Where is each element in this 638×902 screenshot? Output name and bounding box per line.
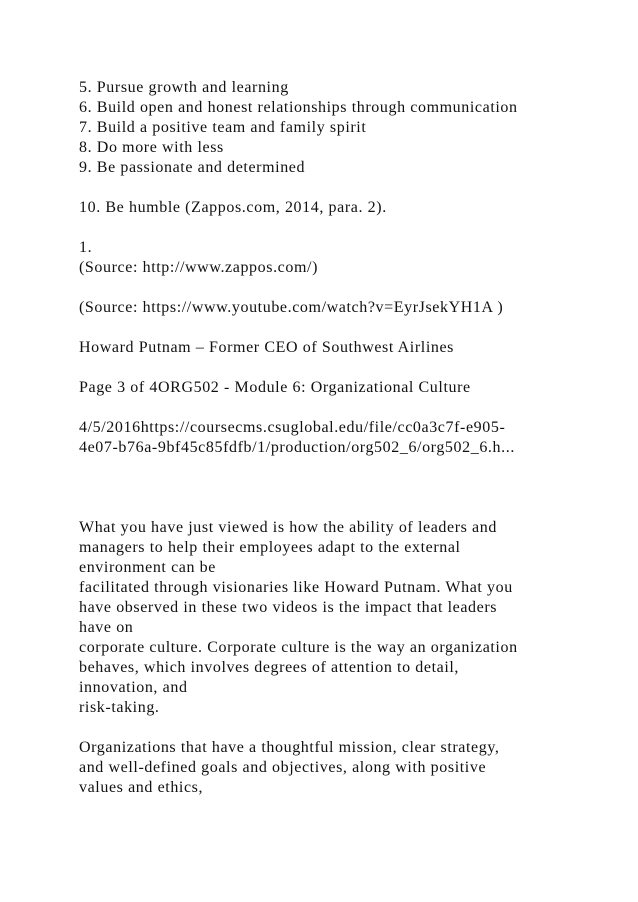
paragraph-line: environment can be [79,559,216,576]
list-item: 6. Build open and honest relationships through communication [79,99,518,116]
footnote-number: 1. [79,239,93,256]
list-item: 7. Build a positive team and family spirit [79,119,367,136]
page-footer: Page 3 of 4ORG502 - Module 6: Organizational Culture [79,379,471,396]
paragraph-line: corporate culture. Corporate culture is the way an organization [79,639,518,656]
paragraph-line: behaves, which involves degrees of attention to detail, [79,659,460,676]
paragraph-line: What you have just viewed is how the ability of leaders and [79,519,497,536]
paragraph-line: managers to help their employees adapt to the external [79,539,461,556]
list-item-10: 10. Be humble (Zappos.com, 2014, para. 2). [79,199,387,216]
source-zappos: (Source: http://www.zappos.com/) [79,259,319,276]
paragraph-line: values and ethics, [79,779,204,796]
paragraph-line: facilitated through visionaries like Howard Putnam. What you [79,579,513,596]
paragraph-line: have observed in these two videos is the impact that leaders [79,599,498,616]
list-item: 9. Be passionate and determined [79,159,306,176]
url-line: 4/5/2016https://coursecms.csuglobal.edu/file/cc0a3c7f-e905- [79,419,506,436]
howard-caption: Howard Putnam – Former CEO of Southwest Airlines [79,339,454,356]
list-item: 5. Pursue growth and learning [79,79,289,96]
paragraph-line: and well-defined goals and objectives, along with positive [79,759,487,776]
paragraph-line: Organizations that have a thoughtful mission, clear strategy, [79,739,500,756]
paragraph-line: risk-taking. [79,699,160,716]
url-line: 4e07-b76a-9bf45c85fdfb/1/production/org502_6/org502_6.h... [79,439,515,456]
paragraph-line: innovation, and [79,679,188,696]
list-item: 8. Do more with less [79,139,224,156]
paragraph-line: have on [79,619,134,636]
source-youtube: (Source: https://www.youtube.com/watch?v=EyrJsekYH1A ) [79,299,504,316]
